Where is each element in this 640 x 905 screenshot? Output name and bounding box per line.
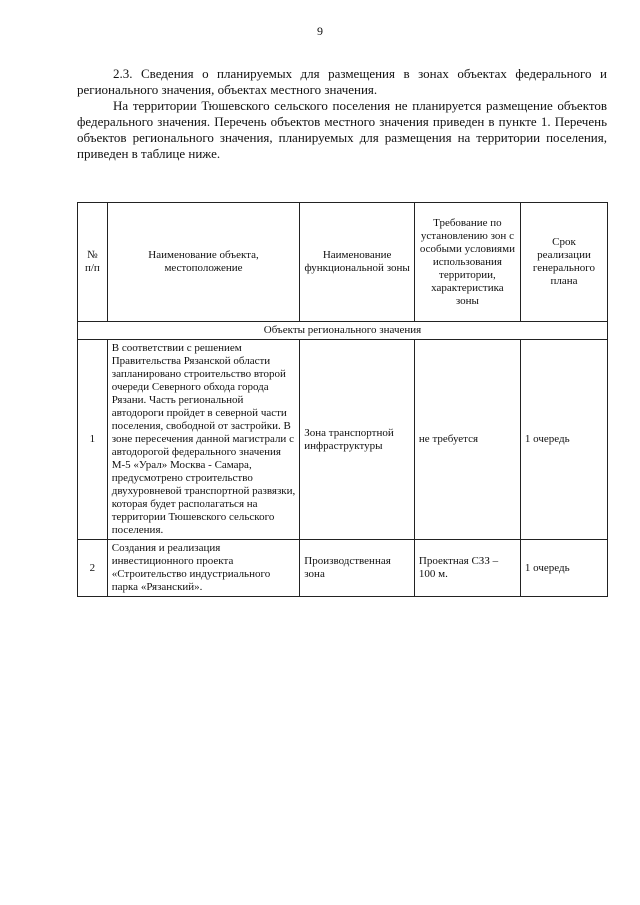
row-term: 1 очередь bbox=[520, 540, 607, 597]
header-number: № п/п bbox=[78, 203, 108, 322]
header-zone-requirements: Требование по установлению зон с особыми условиями использования территории, характеристика зоны bbox=[414, 203, 520, 322]
header-object-name: Наименование объекта, местоположение bbox=[107, 203, 300, 322]
intro-paragraph: На территории Тюшевского сельского поселения не планируется размещение объектов федерального значения. Перечень объектов местного значения приведен в пункте 1. Перечень объектов регионального значения, планируемых для размещения на территории поселения, приведен в таблице ниже. bbox=[77, 98, 607, 161]
page-number: 9 bbox=[317, 24, 323, 38]
row-functional-zone: Производственная зона bbox=[300, 540, 415, 597]
row-object-name: Создания и реализация инвестиционного проекта «Строительство индустриального парка «Рязанский». bbox=[107, 540, 300, 597]
row-zone-requirement: не требуется bbox=[414, 340, 520, 540]
table-row bbox=[78, 340, 608, 540]
row-number: 1 bbox=[78, 340, 108, 540]
row-number: 2 bbox=[78, 540, 108, 597]
row-zone-requirement: Проектная СЗЗ – 100 м. bbox=[414, 540, 520, 597]
row-functional-zone: Зона транспортной инфраструктуры bbox=[300, 340, 415, 540]
section-heading-paragraph: 2.3. Сведения о планируемых для размещения в зонах объектах федерального и регионального значения, объектах местного значения. bbox=[77, 66, 607, 97]
section-title: Объекты регионального значения bbox=[78, 322, 608, 340]
table-section-row bbox=[78, 322, 608, 340]
row-term: 1 очередь bbox=[520, 340, 607, 540]
header-functional-zone: Наименование функциональной зоны bbox=[300, 203, 415, 322]
table-header-row bbox=[78, 203, 608, 322]
table-row bbox=[78, 540, 608, 597]
header-implementation-term: Срок реализации генерального плана bbox=[520, 203, 607, 322]
regional-objects-table bbox=[77, 202, 608, 597]
row-object-name: В соответствии с решением Правительства Рязанской области запланировано строительство второй очереди Северного обхода города Рязани. Часть региональной автодороги пройдет в северной части поселения, свободной от застройки. В зоне пересечения данной магистрали с автодорогой федерального значения М-5 «Урал» Москва - Самара, предусмотрено строительство двухуровневой транспортной развязки, которая будет располагаться на территории Тюшевского сельского поселения. bbox=[107, 340, 300, 540]
